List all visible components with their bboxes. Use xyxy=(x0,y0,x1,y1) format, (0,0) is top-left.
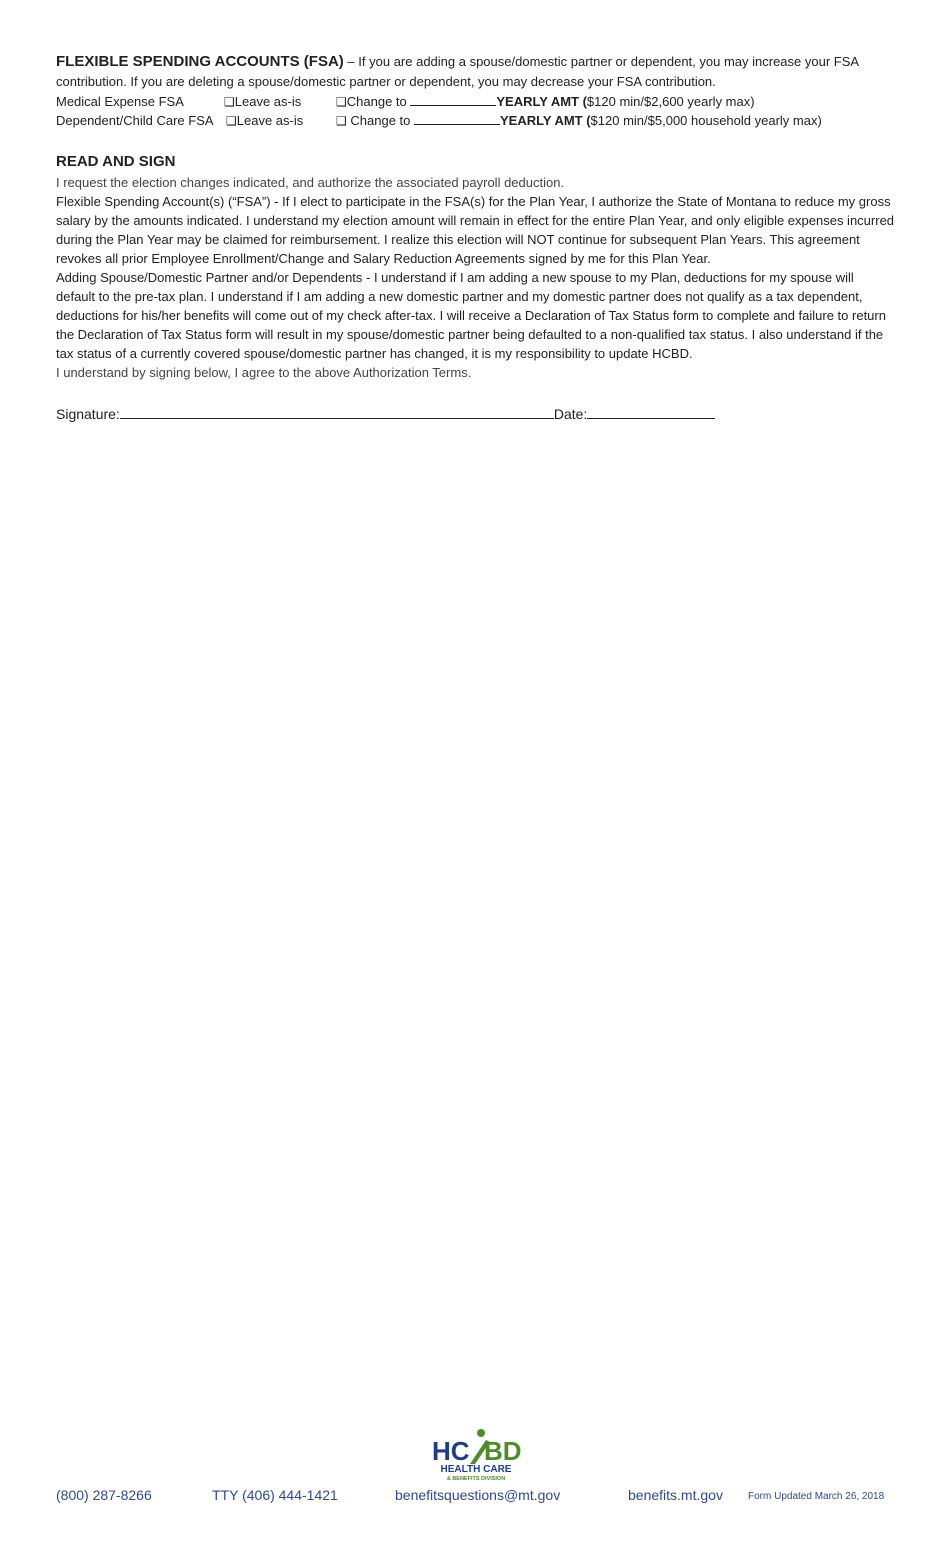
read-and-sign-title: READ AND SIGN xyxy=(56,153,176,170)
footer-website-link[interactable]: benefits.mt.gov xyxy=(628,1487,723,1503)
fsa-row-dependent xyxy=(56,111,896,130)
hcbd-logo xyxy=(430,1426,522,1488)
agreement-paragraph: I understand by signing below, I agree to the above Authorization Terms. xyxy=(56,365,472,380)
logo-letters-left: HC xyxy=(432,1436,470,1466)
fsa-section-header xyxy=(56,52,896,92)
date-field[interactable] xyxy=(587,404,715,419)
leave-as-is-checkbox[interactable] xyxy=(226,111,303,131)
checkbox-icon: ❑ xyxy=(226,114,237,128)
yearly-amount-field[interactable] xyxy=(414,111,500,125)
fsa-intro: If you are adding a spouse/domestic partner or dependent, you may increase your FSA contribution. If you are deleting a spouse/domestic partner or dependent, you may decrease your FSA contribution. xyxy=(56,54,859,89)
fsa-row-label: Medical Expense FSA xyxy=(56,94,184,109)
signature-row xyxy=(56,404,896,424)
logo-letters-right: BD xyxy=(484,1436,522,1466)
fsa-row-medical xyxy=(56,92,896,111)
leave-as-is-label: Leave as-is xyxy=(236,113,304,128)
yearly-amt-label: YEARLY AMT ( xyxy=(500,113,591,128)
yearly-amount-field[interactable] xyxy=(410,92,496,106)
form-updated-date: Form Updated March 26, 2018 xyxy=(748,1491,885,1502)
fsa-row-label: Dependent/Child Care FSA xyxy=(56,113,214,128)
read-and-sign-body xyxy=(56,173,896,382)
signature-label: Signature: xyxy=(56,406,120,422)
leave-as-is-checkbox[interactable] xyxy=(224,92,301,112)
change-to-label: Change to xyxy=(346,94,407,109)
logo-line1: HEALTH CARE xyxy=(440,1464,512,1475)
change-to-checkbox[interactable] xyxy=(336,111,822,131)
change-to-checkbox[interactable] xyxy=(336,92,755,112)
form-page xyxy=(56,52,896,424)
dependents-terms-paragraph: Adding Spouse/Domestic Partner and/or Dependents - I understand if I am adding a new spouse to my Plan, deductions for my spouse will default to the pre-tax plan. I understand if I am adding a new domestic partner and my domestic partner does not qualify as a tax dependent, deductions for his/her benefits will come out of my check after-tax. I will receive a Declaration of Tax Status form to complete and failure to return the Declaration of Tax Status form will result in my spouse/domestic partner being defaulted to a non-qualified tax status. I also understand if the tax status of a currently covered spouse/domestic partner has changed, it is my responsibility to update HCBD. xyxy=(56,270,886,361)
yearly-amt-note: $120 min/$5,000 household yearly max) xyxy=(590,113,822,128)
yearly-amt-label: YEARLY AMT ( xyxy=(496,94,587,109)
fsa-title: FLEXIBLE SPENDING ACCOUNTS (FSA) xyxy=(56,53,344,70)
checkbox-icon: ❑ xyxy=(336,95,347,109)
leave-as-is-label: Leave as-is xyxy=(234,94,302,109)
fsa-terms-paragraph: Flexible Spending Account(s) (“FSA”) - If I elect to participate in the FSA(s) for the Plan Year, I authorize the State of Montana to reduce my gross salary by the amounts indicated. I understand my election amount will remain in effect for the entire Plan Year, and only eligible expenses incurred during the Plan Year may be claimed for reimbursement. I realize this election will NOT continue for subsequent Plan Years. This agreement revokes all prior Employee Enrollment/Change and Salary Reduction Agreements signed by me for this Plan Year. xyxy=(56,194,895,266)
footer-tty: TTY (406) 444-1421 xyxy=(212,1487,338,1503)
yearly-amt-note: $120 min/$2,600 yearly max) xyxy=(586,94,755,109)
date-label: Date: xyxy=(553,406,588,422)
footer-phone: (800) 287-8266 xyxy=(56,1487,152,1503)
checkbox-icon: ❑ xyxy=(224,95,235,109)
change-to-label: Change to xyxy=(350,113,411,128)
checkbox-icon: ❑ xyxy=(336,114,347,128)
signature-field[interactable] xyxy=(120,404,554,419)
fsa-dash: – xyxy=(347,54,355,69)
footer-email-link[interactable]: benefitsquestions@mt.gov xyxy=(395,1487,561,1503)
footer xyxy=(0,1487,950,1507)
logo-line2: & BENEFITS DIVISION xyxy=(446,1476,506,1482)
authorization-paragraph: I request the election changes indicated, and authorize the associated payroll deduction. xyxy=(56,175,565,190)
